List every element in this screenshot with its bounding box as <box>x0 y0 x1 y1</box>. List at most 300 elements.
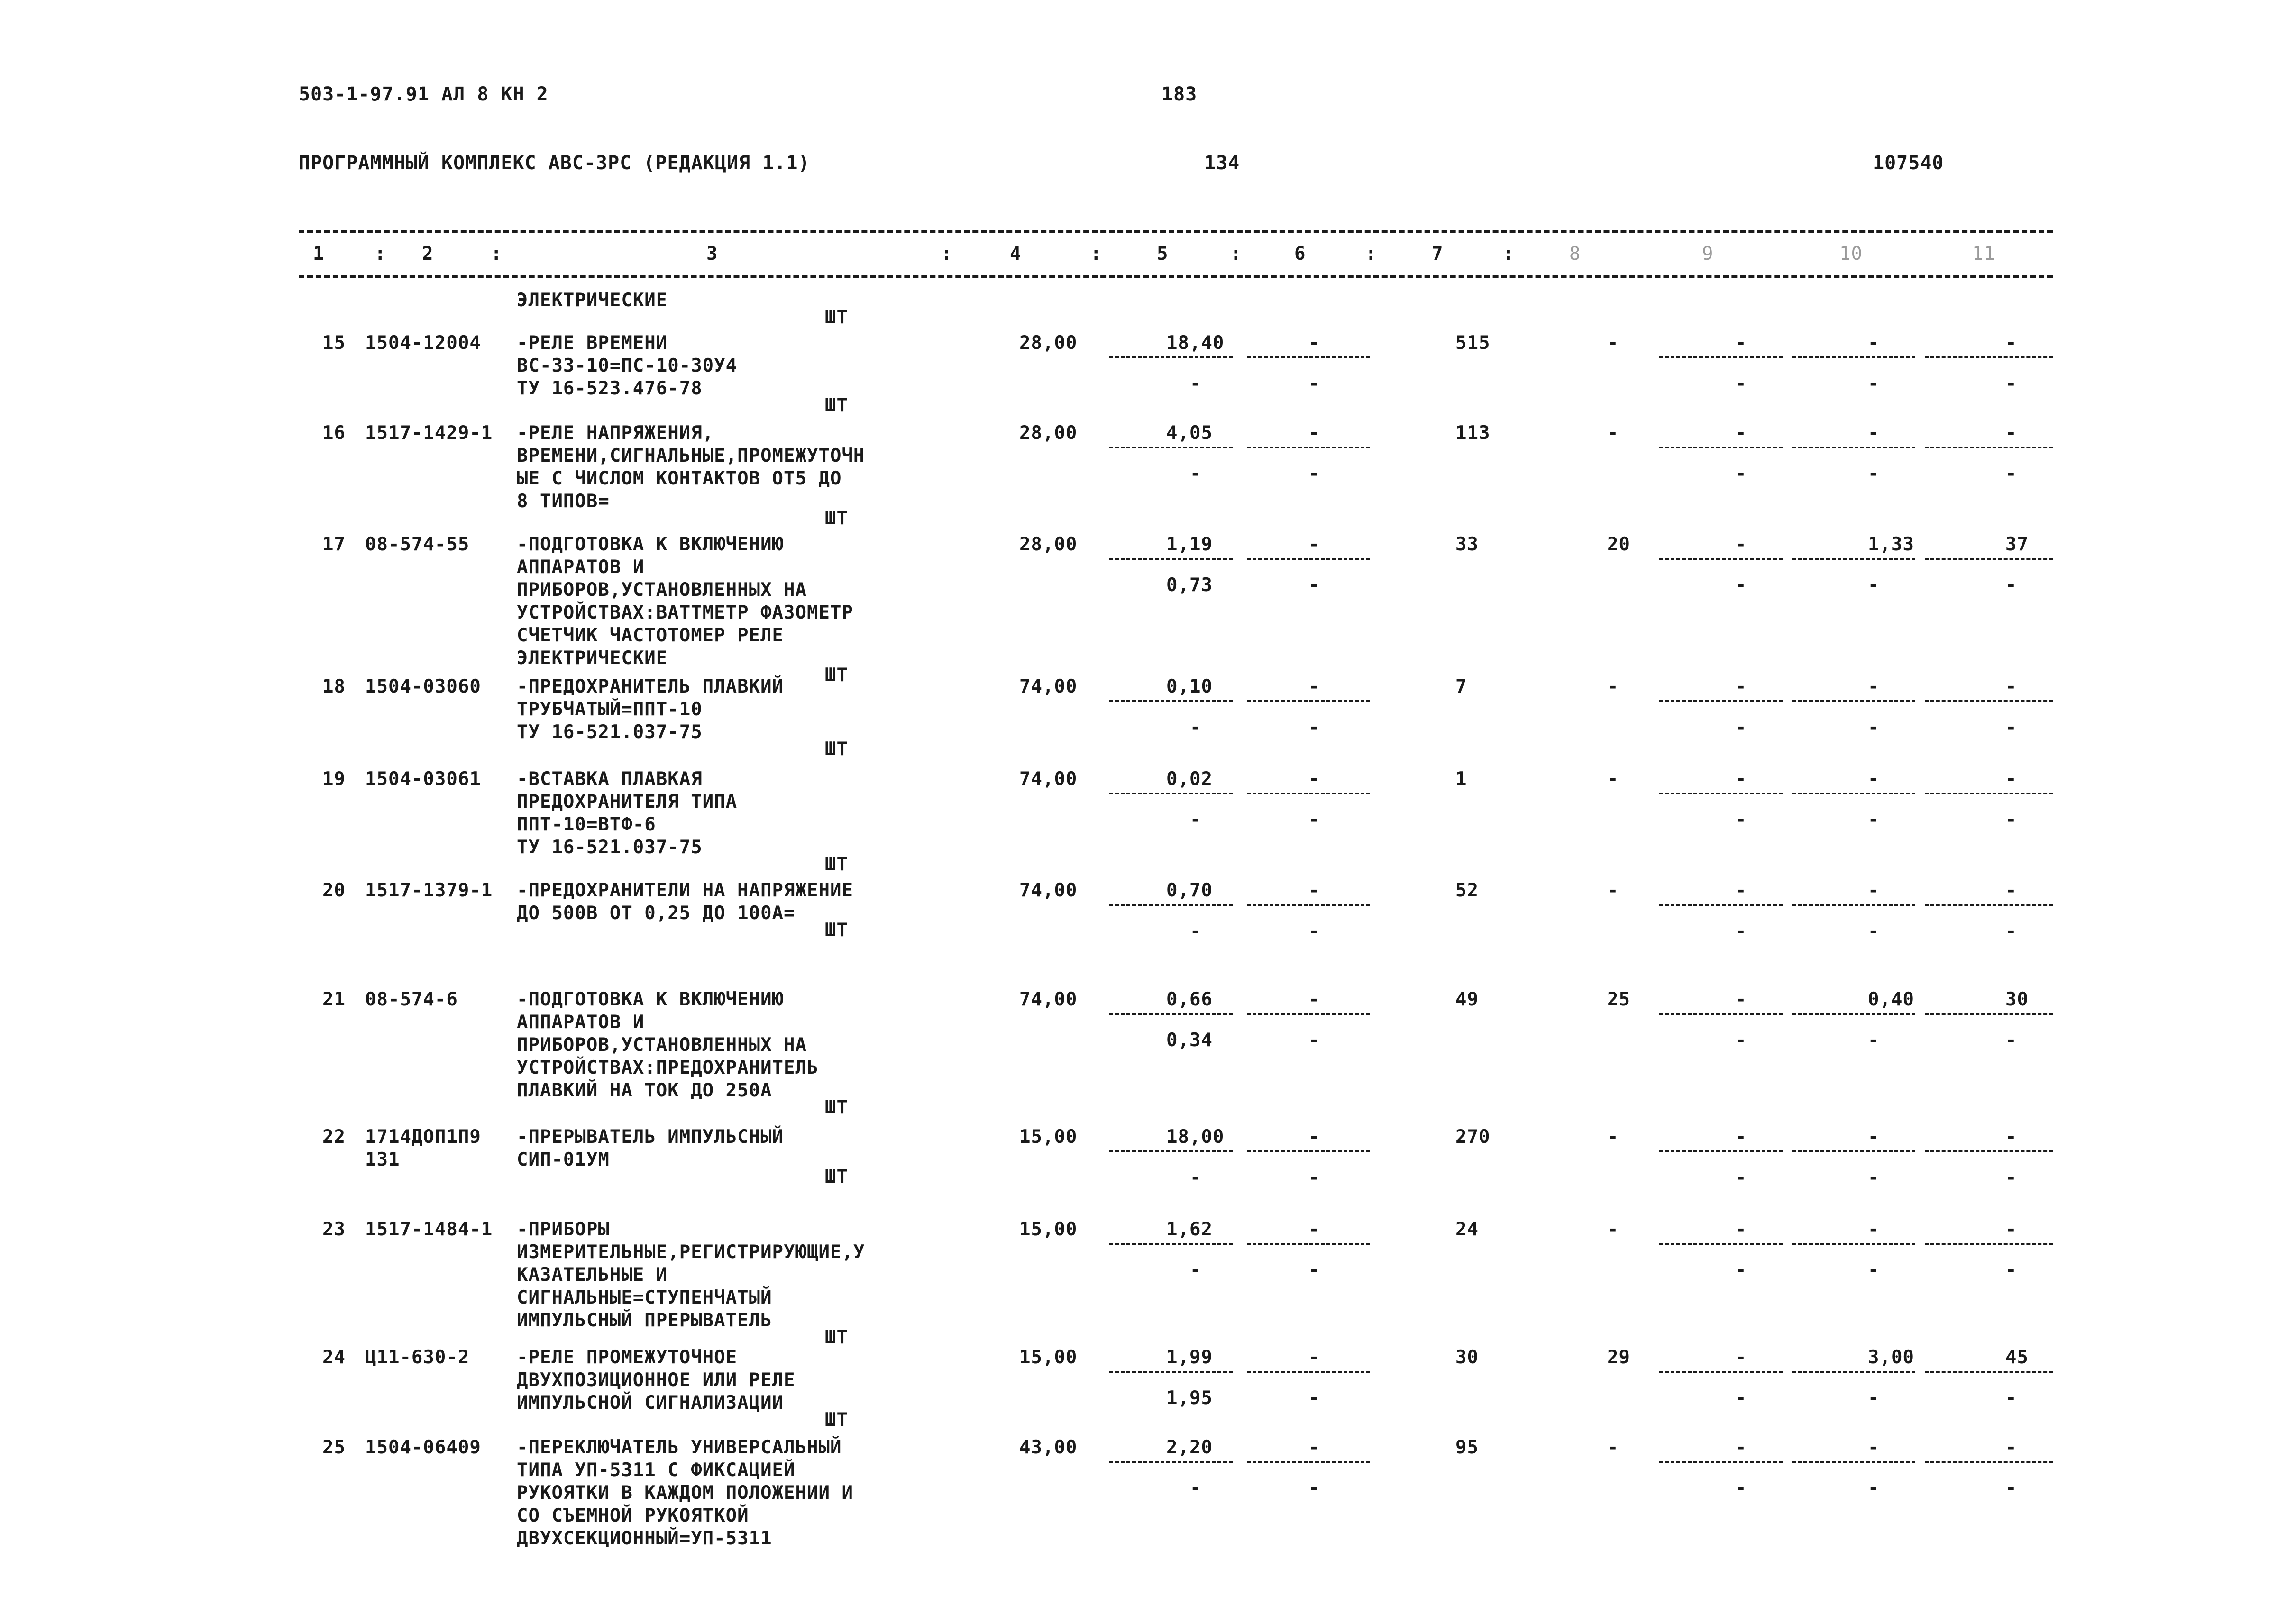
item-code: 08-574-55 <box>365 534 470 555</box>
row-number: 17 <box>322 534 346 555</box>
subtotal-separator <box>1925 356 2053 358</box>
col11-value: - <box>2005 332 2017 354</box>
item-code: 08-574-6 <box>365 989 458 1010</box>
subtotal-separator <box>1247 1150 1370 1152</box>
col-header-4: 4 <box>1010 243 1022 265</box>
col11-value: - <box>2005 1219 2017 1240</box>
col6-value-secondary: - <box>1308 575 1320 596</box>
col10-value-secondary: - <box>1868 717 1880 738</box>
item-description-line: -ПОДГОТОВКА К ВКЛЮЧЕНИЮ <box>517 989 784 1010</box>
col9-value: - <box>1735 534 1747 555</box>
subtotal-separator <box>1792 1243 1915 1245</box>
col11-value-secondary: - <box>2005 921 2017 942</box>
item-code-continued: 131 <box>365 1149 400 1170</box>
subtotal-separator <box>1925 558 2053 560</box>
col5-value-secondary: - <box>1190 373 1202 394</box>
item-code: 1517-1379-1 <box>365 880 493 901</box>
col11-value-secondary: - <box>2005 809 2017 830</box>
col9-value-secondary: - <box>1735 373 1747 394</box>
subtotal-separator <box>1109 793 1233 794</box>
col6-value-secondary: - <box>1308 463 1320 484</box>
col6-value: - <box>1308 676 1320 697</box>
item-description-line: 8 ТИПОВ= <box>517 491 610 512</box>
quantity: 28,00 <box>1019 422 1078 444</box>
quantity: 28,00 <box>1019 332 1078 354</box>
subtotal-separator <box>1792 700 1915 702</box>
col7-value: 49 <box>1455 989 1479 1010</box>
col8-value: - <box>1607 768 1619 790</box>
quantity: 15,00 <box>1019 1126 1078 1148</box>
col11-value-secondary: - <box>2005 1259 2017 1281</box>
subtotal-separator <box>1792 1150 1915 1152</box>
col11-value-secondary: - <box>2005 575 2017 596</box>
col10-value: - <box>1868 332 1880 354</box>
col11-value: - <box>2005 768 2017 790</box>
subtotal-separator <box>1109 1013 1233 1015</box>
col10-value-secondary: - <box>1868 921 1880 942</box>
item-code: 1504-03061 <box>365 768 481 790</box>
subtotal-separator <box>1247 904 1370 906</box>
col9-value-secondary: - <box>1735 717 1747 738</box>
subtotal-separator <box>1659 1013 1783 1015</box>
col10-value-secondary: - <box>1868 1030 1880 1051</box>
subtotal-separator <box>1925 700 2053 702</box>
col8-value: 25 <box>1607 989 1630 1010</box>
table-top-rule <box>299 230 2053 233</box>
subtotal-separator <box>1109 1150 1233 1152</box>
col7-value: 113 <box>1455 422 1491 444</box>
item-code: 1517-1484-1 <box>365 1219 493 1240</box>
col-header-11: 11 <box>1972 243 1995 265</box>
col6-value-secondary: - <box>1308 373 1320 394</box>
col5-value: 0,10 <box>1166 676 1213 697</box>
col9-value: - <box>1735 332 1747 354</box>
item-description-line: -ВСТАВКА ПЛАВКАЯ <box>517 768 703 790</box>
col-separators: : <box>1503 243 1515 265</box>
col11-value: - <box>2005 1437 2017 1458</box>
subtotal-separator <box>1792 558 1915 560</box>
col5-value: 1,62 <box>1166 1219 1213 1240</box>
col10-value-secondary: - <box>1868 373 1880 394</box>
subtotal-separator <box>1247 558 1370 560</box>
row-number: 24 <box>322 1347 346 1368</box>
col11-value-secondary: - <box>2005 1030 2017 1051</box>
col5-value: 4,05 <box>1166 422 1213 444</box>
col6-value-secondary: - <box>1308 921 1320 942</box>
col9-value-secondary: - <box>1735 1387 1747 1409</box>
col11-value-secondary: - <box>2005 1387 2017 1409</box>
col7-value: 95 <box>1455 1437 1479 1458</box>
col6-value: - <box>1308 880 1320 901</box>
col5-value-secondary: - <box>1190 1167 1202 1188</box>
row-number: 15 <box>322 332 346 354</box>
col5-value: 1,99 <box>1166 1347 1213 1368</box>
col11-value-secondary: - <box>2005 717 2017 738</box>
quantity: 15,00 <box>1019 1347 1078 1368</box>
col9-value: - <box>1735 768 1747 790</box>
col5-value-secondary: 1,95 <box>1166 1387 1213 1409</box>
subtotal-separator <box>1109 356 1233 358</box>
col9-value-secondary: - <box>1735 463 1747 484</box>
unit-of-measure: ШТ <box>825 395 848 416</box>
col8-value: - <box>1607 676 1619 697</box>
col5-value-secondary: - <box>1190 1259 1202 1281</box>
item-description-line: -ПОДГОТОВКА К ВКЛЮЧЕНИЮ <box>517 534 784 555</box>
col-separators: : <box>491 243 503 265</box>
col-header-3: 3 <box>706 243 718 265</box>
col10-value-secondary: - <box>1868 1167 1880 1188</box>
subtotal-separator <box>1247 356 1370 358</box>
quantity: 74,00 <box>1019 989 1078 1010</box>
col8-value: - <box>1607 422 1619 444</box>
col10-value: - <box>1868 1219 1880 1240</box>
item-description-line: ВС-33-10=ПС-10-30У4 <box>517 355 738 376</box>
subtotal-separator <box>1247 1371 1370 1373</box>
item-description-line: ТИПА УП-5311 С ФИКСАЦИЕЙ <box>517 1460 796 1481</box>
subtotal-separator <box>1109 700 1233 702</box>
col6-value-secondary: - <box>1308 717 1320 738</box>
item-description-line: ТРУБЧАТЫЙ=ППТ-10 <box>517 699 703 720</box>
col6-value-secondary: - <box>1308 1030 1320 1051</box>
col8-value: - <box>1607 1126 1619 1148</box>
sheet-number: 134 <box>1204 152 1240 174</box>
item-description-line: СИП-01УМ <box>517 1149 610 1170</box>
subtotal-separator <box>1109 447 1233 448</box>
item-description-line: ПЛАВКИЙ НА ТОК ДО 250А <box>517 1080 772 1101</box>
item-description-line: ИЗМЕРИТЕЛЬНЫЕ,РЕГИСТРИРУЮЩИЕ,У <box>517 1241 865 1263</box>
subtotal-separator <box>1925 1150 2053 1152</box>
col11-value: 45 <box>2005 1347 2029 1368</box>
item-description-line: СИГНАЛЬНЫЕ=СТУПЕНЧАТЫЙ <box>517 1287 772 1308</box>
item-description-line: ДО 500В ОТ 0,25 ДО 100А= <box>517 903 796 924</box>
subtotal-separator <box>1247 700 1370 702</box>
item-description-line: -ПЕРЕКЛЮЧАТЕЛЬ УНИВЕРСАЛЬНЫЙ <box>517 1437 842 1458</box>
subtotal-separator <box>1792 1461 1915 1463</box>
item-description-line: -ПРИБОРЫ <box>517 1219 610 1240</box>
unit-of-measure: ШТ <box>825 854 848 875</box>
col9-value: - <box>1735 1126 1747 1148</box>
row-number: 21 <box>322 989 346 1010</box>
quantity: 15,00 <box>1019 1219 1078 1240</box>
subtotal-separator <box>1659 558 1783 560</box>
subtotal-separator <box>1659 1461 1783 1463</box>
col10-value-secondary: - <box>1868 463 1880 484</box>
item-description-line: СЧЕТЧИК ЧАСТОТОМЕР РЕЛЕ <box>517 625 784 646</box>
col5-value-secondary: - <box>1190 809 1202 830</box>
col8-value: 29 <box>1607 1347 1630 1368</box>
col5-value: 0,70 <box>1166 880 1213 901</box>
col10-value: - <box>1868 768 1880 790</box>
item-code: Ц11-630-2 <box>365 1347 470 1368</box>
item-description-line: РУКОЯТКИ В КАЖДОМ ПОЛОЖЕНИИ И <box>517 1482 853 1504</box>
subtotal-separator <box>1247 1461 1370 1463</box>
item-description-line: АППАРАТОВ И <box>517 1012 645 1033</box>
col10-value-secondary: - <box>1868 1259 1880 1281</box>
subtotal-separator <box>1792 904 1915 906</box>
item-description-line: ЭЛЕКТРИЧЕСКИЕ <box>517 648 668 669</box>
item-description-line: СО СЪЕМНОЙ РУКОЯТКОЙ <box>517 1505 749 1526</box>
row-number: 22 <box>322 1126 346 1148</box>
col6-value: - <box>1308 989 1320 1010</box>
col11-value-secondary: - <box>2005 373 2017 394</box>
col6-value: - <box>1308 1219 1320 1240</box>
subtotal-separator <box>1925 793 2053 794</box>
subtotal-separator <box>1659 1150 1783 1152</box>
quantity: 74,00 <box>1019 676 1078 697</box>
subtotal-separator <box>1659 700 1783 702</box>
col6-value: - <box>1308 1437 1320 1458</box>
col10-value: 0,40 <box>1868 989 1914 1010</box>
col6-value: - <box>1308 1347 1320 1368</box>
item-description-line: УСТРОЙСТВАХ:ВАТТМЕТР ФАЗОМЕТР <box>517 602 853 623</box>
col9-value-secondary: - <box>1735 1478 1747 1499</box>
unit-of-measure: ШТ <box>825 1166 848 1187</box>
row-number: 20 <box>322 880 346 901</box>
col-header-10: 10 <box>1839 243 1863 265</box>
quantity: 74,00 <box>1019 768 1078 790</box>
item-code: 1517-1429-1 <box>365 422 493 444</box>
col-header-9: 9 <box>1702 243 1714 265</box>
item-description-line: -РЕЛЕ ПРОМЕЖУТОЧНОЕ <box>517 1347 738 1368</box>
col-separators: : <box>1365 243 1377 265</box>
col11-value: 30 <box>2005 989 2029 1010</box>
subtotal-separator <box>1247 793 1370 794</box>
col9-value: - <box>1735 676 1747 697</box>
col9-value-secondary: - <box>1735 575 1747 596</box>
row-number: 18 <box>322 676 346 697</box>
col9-value: - <box>1735 880 1747 901</box>
col7-value: 52 <box>1455 880 1479 901</box>
col7-value: 1 <box>1455 768 1467 790</box>
col7-value: 515 <box>1455 332 1491 354</box>
item-description-line: ПРИБОРОВ,УСТАНОВЛЕННЫХ НА <box>517 579 807 601</box>
unit-of-measure: ШТ <box>825 920 848 941</box>
col10-value-secondary: - <box>1868 1478 1880 1499</box>
col9-value: - <box>1735 1219 1747 1240</box>
subtotal-separator <box>1659 447 1783 448</box>
row-number: 25 <box>322 1437 346 1458</box>
item-code: 1714ДОП1П9 <box>365 1126 481 1148</box>
item-description-line: -РЕЛЕ ВРЕМЕНИ <box>517 332 668 354</box>
col5-value-secondary: 0,73 <box>1166 575 1213 596</box>
col11-value: - <box>2005 676 2017 697</box>
col9-value: - <box>1735 989 1747 1010</box>
col10-value: - <box>1868 880 1880 901</box>
item-description-line: ТУ 16-521.037-75 <box>517 837 703 858</box>
item-description-line: ТУ 16-523.476-78 <box>517 378 703 399</box>
col6-value-secondary: - <box>1308 1387 1320 1409</box>
col5-value: 1,19 <box>1166 534 1213 555</box>
subtotal-separator <box>1109 1371 1233 1373</box>
col5-value: 18,40 <box>1166 332 1225 354</box>
subtotal-separator <box>1659 793 1783 794</box>
unit-of-measure: ШТ <box>825 739 848 760</box>
item-description-line: -РЕЛЕ НАПРЯЖЕНИЯ, <box>517 422 714 444</box>
col11-value: - <box>2005 422 2017 444</box>
item-description-line: ПРИБОРОВ,УСТАНОВЛЕННЫХ НА <box>517 1034 807 1056</box>
item-description-line: ДВУХПОЗИЦИОННОЕ ИЛИ РЕЛЕ <box>517 1369 796 1391</box>
subtotal-separator <box>1792 356 1915 358</box>
col8-value: - <box>1607 332 1619 354</box>
col6-value-secondary: - <box>1308 1167 1320 1188</box>
subtotal-separator <box>1925 904 2053 906</box>
col-header-1: 1 <box>313 243 325 265</box>
col7-value: 270 <box>1455 1126 1491 1148</box>
col9-value: - <box>1735 1347 1747 1368</box>
col6-value-secondary: - <box>1308 1478 1320 1499</box>
col-separators: : <box>1230 243 1242 265</box>
subtotal-separator <box>1109 1243 1233 1245</box>
col8-value: - <box>1607 1219 1619 1240</box>
col9-value-secondary: - <box>1735 1167 1747 1188</box>
col11-value-secondary: - <box>2005 1478 2017 1499</box>
col6-value-secondary: - <box>1308 809 1320 830</box>
subtotal-separator <box>1247 1243 1370 1245</box>
col-separators: : <box>941 243 953 265</box>
col6-value: - <box>1308 534 1320 555</box>
subtotal-separator <box>1109 558 1233 560</box>
col11-value: 37 <box>2005 534 2029 555</box>
col10-value-secondary: - <box>1868 1387 1880 1409</box>
item-description-line: КАЗАТЕЛЬНЫЕ И <box>517 1264 668 1286</box>
item-description-line: ТУ 16-521.037-75 <box>517 721 703 743</box>
table-header-rule <box>299 275 2053 278</box>
col11-value-secondary: - <box>2005 463 2017 484</box>
subtotal-separator <box>1925 447 2053 448</box>
item-description-line: ЭЛЕКТРИЧЕСКИЕ <box>517 290 668 311</box>
subtotal-separator <box>1792 1371 1915 1373</box>
item-description-line: ПРЕДОХРАНИТЕЛЯ ТИПА <box>517 791 738 812</box>
unit-of-measure: ШТ <box>825 307 848 328</box>
col10-value: - <box>1868 422 1880 444</box>
unit-of-measure: ШТ <box>825 1097 848 1118</box>
item-code: 1504-03060 <box>365 676 481 697</box>
item-description-line: ВРЕМЕНИ,СИГНАЛЬНЫЕ,ПРОМЕЖУТОЧН <box>517 445 865 466</box>
doc-code: 503-1-97.91 АЛ 8 КН 2 <box>299 83 549 105</box>
col-separators: : <box>1090 243 1102 265</box>
col11-value-secondary: - <box>2005 1167 2017 1188</box>
unit-of-measure: ШТ <box>825 1409 848 1431</box>
item-description-line: ДВУХСЕКЦИОННЫЙ=УП-5311 <box>517 1528 772 1549</box>
subtotal-separator <box>1247 447 1370 448</box>
col-header-2: 2 <box>422 243 434 265</box>
row-number: 23 <box>322 1219 346 1240</box>
col8-value: - <box>1607 1437 1619 1458</box>
col9-value-secondary: - <box>1735 1030 1747 1051</box>
subtotal-separator <box>1792 793 1915 794</box>
col10-value: 1,33 <box>1868 534 1914 555</box>
unit-of-measure: ШТ <box>825 1327 848 1348</box>
col6-value-secondary: - <box>1308 1259 1320 1281</box>
quantity: 43,00 <box>1019 1437 1078 1458</box>
subtotal-separator <box>1925 1461 2053 1463</box>
col9-value-secondary: - <box>1735 1259 1747 1281</box>
col9-value-secondary: - <box>1735 921 1747 942</box>
col5-value-secondary: 0,34 <box>1166 1030 1213 1051</box>
item-description-line: ППТ-10=ВТФ-6 <box>517 814 656 835</box>
document-code: 107540 <box>1873 152 1944 174</box>
unit-of-measure: ШТ <box>825 508 848 529</box>
col-separators: : <box>375 243 386 265</box>
quantity: 28,00 <box>1019 534 1078 555</box>
program-title: ПРОГРАММНЫЙ КОМПЛЕКС АВС-3РС (РЕДАКЦИЯ 1.1) <box>299 152 810 174</box>
col6-value: - <box>1308 1126 1320 1148</box>
col5-value-secondary: - <box>1190 921 1202 942</box>
subtotal-separator <box>1925 1243 2053 1245</box>
subtotal-separator <box>1247 1013 1370 1015</box>
subtotal-separator <box>1659 904 1783 906</box>
col-header-5: 5 <box>1157 243 1169 265</box>
col5-value-secondary: - <box>1190 1478 1202 1499</box>
item-description-line: ЫЕ С ЧИСЛОМ КОНТАКТОВ ОТ5 ДО <box>517 468 842 489</box>
item-description-line: УСТРОЙСТВАХ:ПРЕДОХРАНИТЕЛЬ <box>517 1057 819 1078</box>
subtotal-separator <box>1925 1013 2053 1015</box>
subtotal-separator <box>1792 447 1915 448</box>
subtotal-separator <box>1659 356 1783 358</box>
col11-value: - <box>2005 1126 2017 1148</box>
col9-value: - <box>1735 422 1747 444</box>
subtotal-separator <box>1109 904 1233 906</box>
subtotal-separator <box>1109 1461 1233 1463</box>
col6-value: - <box>1308 332 1320 354</box>
col11-value: - <box>2005 880 2017 901</box>
item-code: 1504-12004 <box>365 332 481 354</box>
item-description-line: АППАРАТОВ И <box>517 557 645 578</box>
col-header-6: 6 <box>1294 243 1306 265</box>
col10-value: 3,00 <box>1868 1347 1914 1368</box>
col10-value: - <box>1868 676 1880 697</box>
item-code: 1504-06409 <box>365 1437 481 1458</box>
col7-value: 33 <box>1455 534 1479 555</box>
subtotal-separator <box>1792 1013 1915 1015</box>
col10-value-secondary: - <box>1868 809 1880 830</box>
col5-value-secondary: - <box>1190 463 1202 484</box>
item-description-line: -ПРЕДОХРАНИТЕЛИ НА НАПРЯЖЕНИЕ <box>517 880 853 901</box>
row-number: 16 <box>322 422 346 444</box>
row-number: 19 <box>322 768 346 790</box>
col5-value: 0,02 <box>1166 768 1213 790</box>
unit-of-measure: ШТ <box>825 665 848 686</box>
col10-value: - <box>1868 1437 1880 1458</box>
col9-value: - <box>1735 1437 1747 1458</box>
col-header-7: 7 <box>1432 243 1444 265</box>
col-header-8: 8 <box>1569 243 1581 265</box>
col10-value: - <box>1868 1126 1880 1148</box>
col7-value: 24 <box>1455 1219 1479 1240</box>
col8-value: 20 <box>1607 534 1630 555</box>
item-description-line: ИМПУЛЬСНОЙ СИГНАЛИЗАЦИИ <box>517 1392 784 1414</box>
col8-value: - <box>1607 880 1619 901</box>
subtotal-separator <box>1925 1371 2053 1373</box>
subtotal-separator <box>1659 1243 1783 1245</box>
item-description-line: -ПРЕДОХРАНИТЕЛЬ ПЛАВКИЙ <box>517 676 784 697</box>
col7-value: 7 <box>1455 676 1467 697</box>
item-description-line: ИМПУЛЬСНЫЙ ПРЕРЫВАТЕЛЬ <box>517 1310 772 1331</box>
col7-value: 30 <box>1455 1347 1479 1368</box>
col5-value: 2,20 <box>1166 1437 1213 1458</box>
col5-value: 0,66 <box>1166 989 1213 1010</box>
quantity: 74,00 <box>1019 880 1078 901</box>
col5-value: 18,00 <box>1166 1126 1225 1148</box>
page-number: 183 <box>1162 83 1198 105</box>
col5-value-secondary: - <box>1190 717 1202 738</box>
item-description-line: -ПРЕРЫВАТЕЛЬ ИМПУЛЬСНЫЙ <box>517 1126 784 1148</box>
subtotal-separator <box>1659 1371 1783 1373</box>
col9-value-secondary: - <box>1735 809 1747 830</box>
col10-value-secondary: - <box>1868 575 1880 596</box>
col6-value: - <box>1308 422 1320 444</box>
col6-value: - <box>1308 768 1320 790</box>
